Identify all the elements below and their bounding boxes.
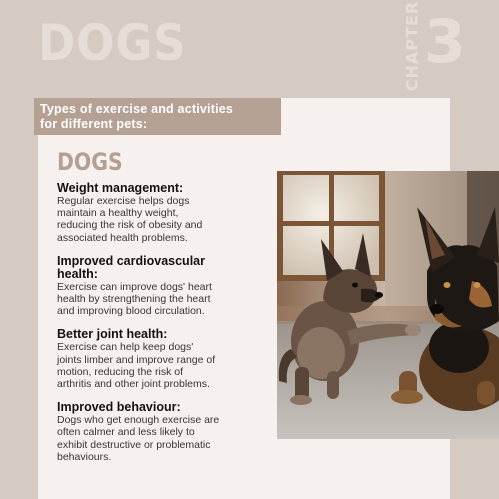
benefit-line: joints limber and improve range of	[57, 353, 216, 366]
benefit-line: maintain a healthy weight,	[57, 207, 179, 220]
benefit-line: associated health problems.	[57, 231, 188, 244]
benefit-line: Regular exercise helps dogs	[57, 195, 190, 207]
chapter-number: 3	[424, 7, 466, 77]
benefit-line: health by strengthening the heart	[57, 293, 211, 306]
benefits-list	[57, 182, 275, 474]
banner-line-1: Types of exercise and activities	[40, 102, 234, 116]
benefit-heading: Better joint health:	[57, 327, 168, 342]
benefit-line: Exercise can help keep dogs'	[57, 341, 194, 354]
subtitle-banner	[34, 98, 281, 135]
benefit-line: Dogs who get enough exercise are	[57, 414, 220, 427]
benefit-line: Exercise can improve dogs' heart	[57, 280, 212, 293]
section-title: DOGS	[57, 148, 123, 176]
chapter-title: DOGS	[38, 14, 187, 72]
puppy-and-adult-dog-image	[277, 171, 499, 439]
benefit-line: motion, reducing the risk of	[57, 365, 184, 378]
benefit-heading: Improved behaviour:	[57, 400, 181, 415]
benefit-behaviour	[57, 401, 275, 463]
benefit-line: and improving blood circulation.	[57, 305, 205, 318]
benefit-line: behaviours.	[57, 450, 112, 463]
banner-line-2: for different pets:	[40, 117, 148, 131]
benefit-heading-line: health:	[57, 266, 98, 281]
benefit-line: often calmer and less likely to	[57, 426, 195, 439]
benefit-line: arthritis and other joint problems.	[57, 378, 210, 391]
benefit-heading: Weight management:	[57, 181, 184, 195]
benefit-cardiovascular	[57, 255, 275, 318]
benefit-weight-management	[57, 182, 275, 244]
benefit-line: exhibit destructive or problematic	[57, 438, 211, 451]
benefit-heading-line: Improved cardiovascular	[57, 253, 205, 268]
benefit-joint-health	[57, 328, 275, 390]
chapter-label-text: CHAPTER	[402, 0, 422, 92]
benefit-line: reducing the risk of obesity and	[57, 219, 203, 232]
